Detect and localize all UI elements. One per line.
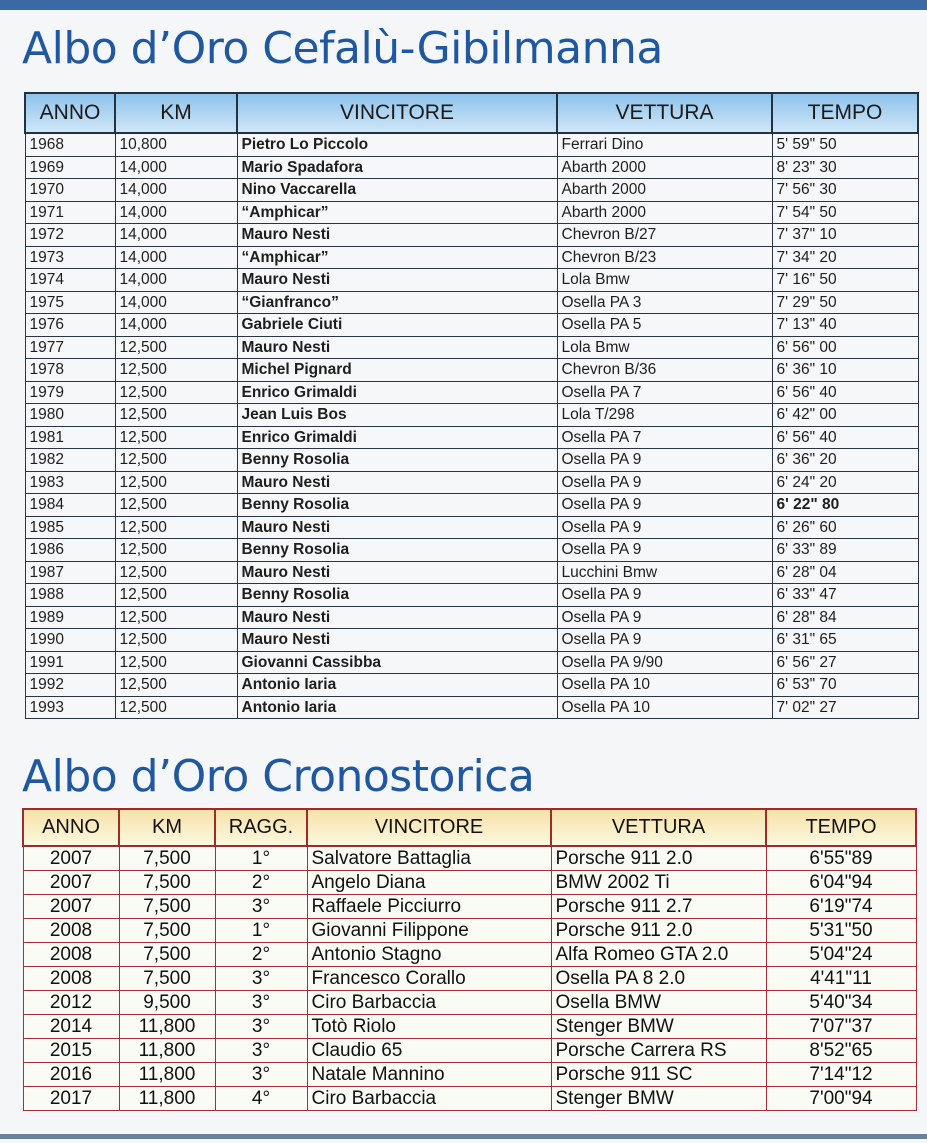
- cell-km: 14,000: [115, 156, 237, 179]
- cell-vettura: Osella PA 9: [557, 516, 772, 539]
- table-header: [25, 93, 918, 133]
- table-row: [25, 674, 918, 697]
- cell-tempo: 5'31"50: [766, 919, 916, 943]
- cell-tempo: 6' 24" 20: [772, 471, 918, 494]
- cell-km: 12,500: [115, 651, 237, 674]
- cell-anno: 1990: [25, 629, 115, 652]
- cell-vincitore: Giovanni Cassibba: [237, 651, 557, 674]
- cell-km: 12,500: [115, 674, 237, 697]
- top-accent-bar: [0, 0, 927, 10]
- cell-vincitore: Michel Pignard: [237, 359, 557, 382]
- cell-vettura: Lucchini Bmw: [557, 561, 772, 584]
- cell-km: 12,500: [115, 516, 237, 539]
- cell-vincitore: Antonio Iaria: [237, 674, 557, 697]
- cell-vincitore: Antonio Iaria: [237, 696, 557, 719]
- cell-vincitore: Angelo Diana: [307, 871, 551, 895]
- cell-anno: 2007: [23, 846, 119, 871]
- cell-vincitore: Mauro Nesti: [237, 516, 557, 539]
- table-row: [25, 404, 918, 427]
- cell-km: 11,800: [119, 1039, 215, 1063]
- cell-anno: 1969: [25, 156, 115, 179]
- table-row: [25, 269, 918, 292]
- cell-km: 14,000: [115, 314, 237, 337]
- cell-tempo: 6' 56" 40: [772, 381, 918, 404]
- cell-km: 11,800: [119, 1015, 215, 1039]
- table-row: [25, 179, 918, 202]
- table-row: [25, 336, 918, 359]
- cell-anno: 2008: [23, 919, 119, 943]
- cell-tempo: 7'00"94: [766, 1087, 916, 1111]
- cell-km: 12,500: [115, 359, 237, 382]
- cell-vincitore: Benny Rosolia: [237, 539, 557, 562]
- cell-km: 7,500: [119, 846, 215, 871]
- table-row: [25, 133, 918, 156]
- cell-vincitore: Mauro Nesti: [237, 269, 557, 292]
- table-row: [23, 1015, 916, 1039]
- cell-km: 11,800: [119, 1063, 215, 1087]
- cell-anno: 1984: [25, 494, 115, 517]
- cell-vettura: BMW 2002 Ti: [551, 871, 766, 895]
- cronostorica-table: [22, 808, 917, 1111]
- cell-tempo: 6' 36" 20: [772, 449, 918, 472]
- table-row: [25, 561, 918, 584]
- cell-vincitore: Giovanni Filippone: [307, 919, 551, 943]
- cell-km: 12,500: [115, 561, 237, 584]
- cell-km: 12,500: [115, 539, 237, 562]
- cell-anno: 1970: [25, 179, 115, 202]
- column-header-anno: ANNO: [25, 93, 115, 133]
- cell-km: 12,500: [115, 629, 237, 652]
- cell-vincitore: Mauro Nesti: [237, 224, 557, 247]
- cell-vettura: Porsche Carrera RS: [551, 1039, 766, 1063]
- cell-anno: 1975: [25, 291, 115, 314]
- table-body: [23, 846, 916, 1111]
- cell-tempo: 7' 02" 27: [772, 696, 918, 719]
- cell-ragg: 3°: [215, 1039, 307, 1063]
- table-row: [25, 471, 918, 494]
- cell-tempo: 7' 37" 10: [772, 224, 918, 247]
- cell-vettura: Lola Bmw: [557, 336, 772, 359]
- cell-vettura: Osella PA 9: [557, 584, 772, 607]
- cell-km: 12,500: [115, 584, 237, 607]
- table-row: [23, 871, 916, 895]
- table-row: [23, 943, 916, 967]
- cell-vettura: Osella PA 9: [557, 539, 772, 562]
- cell-vincitore: Francesco Corallo: [307, 967, 551, 991]
- cell-km: 12,500: [115, 404, 237, 427]
- cell-anno: 1983: [25, 471, 115, 494]
- cell-km: 7,500: [119, 871, 215, 895]
- cell-km: 12,500: [115, 426, 237, 449]
- cell-vincitore: Enrico Grimaldi: [237, 426, 557, 449]
- cell-vincitore: Benny Rosolia: [237, 449, 557, 472]
- cell-tempo: 6' 56" 27: [772, 651, 918, 674]
- column-header-vettura: VETTURA: [551, 809, 766, 846]
- column-header-vettura: VETTURA: [557, 93, 772, 133]
- cell-anno: 2015: [23, 1039, 119, 1063]
- cell-tempo: 5' 59" 50: [772, 133, 918, 156]
- column-header-km: KM: [119, 809, 215, 846]
- cell-tempo: 7' 16" 50: [772, 269, 918, 292]
- cell-vettura: Osella PA 8 2.0: [551, 967, 766, 991]
- cell-vettura: Osella BMW: [551, 991, 766, 1015]
- cell-anno: 1987: [25, 561, 115, 584]
- cell-tempo: 6' 22" 80: [772, 494, 918, 517]
- cell-km: 7,500: [119, 943, 215, 967]
- cell-ragg: 4°: [215, 1087, 307, 1111]
- cell-anno: 1993: [25, 696, 115, 719]
- cell-tempo: 6' 33" 47: [772, 584, 918, 607]
- cell-ragg: 3°: [215, 1015, 307, 1039]
- column-header-vincitore: VINCITORE: [237, 93, 557, 133]
- cell-vettura: Porsche 911 2.0: [551, 919, 766, 943]
- table-row: [23, 967, 916, 991]
- cell-tempo: 6' 31" 65: [772, 629, 918, 652]
- cell-km: 14,000: [115, 246, 237, 269]
- cell-tempo: 6' 42" 00: [772, 404, 918, 427]
- column-header-tempo: TEMPO: [772, 93, 918, 133]
- cell-anno: 1971: [25, 201, 115, 224]
- cell-vincitore: Benny Rosolia: [237, 494, 557, 517]
- column-header-anno: ANNO: [23, 809, 119, 846]
- cell-vettura: Porsche 911 SC: [551, 1063, 766, 1087]
- table-row: [25, 314, 918, 337]
- cell-anno: 2007: [23, 871, 119, 895]
- table-row: [23, 1063, 916, 1087]
- cell-tempo: 6' 56" 00: [772, 336, 918, 359]
- cell-km: 14,000: [115, 201, 237, 224]
- cell-vettura: Osella PA 10: [557, 674, 772, 697]
- cell-vincitore: “Amphicar”: [237, 246, 557, 269]
- cell-vincitore: Mauro Nesti: [237, 336, 557, 359]
- cell-ragg: 2°: [215, 871, 307, 895]
- cell-vettura: Osella PA 9/90: [557, 651, 772, 674]
- table-row: [25, 651, 918, 674]
- cell-tempo: 6' 56" 40: [772, 426, 918, 449]
- cell-anno: 1989: [25, 606, 115, 629]
- cell-ragg: 3°: [215, 1063, 307, 1087]
- cell-anno: 2012: [23, 991, 119, 1015]
- table-row: [25, 449, 918, 472]
- cell-vettura: Abarth 2000: [557, 156, 772, 179]
- table-body: [25, 133, 918, 719]
- table-row: [25, 696, 918, 719]
- cell-km: 7,500: [119, 919, 215, 943]
- table-row: [25, 224, 918, 247]
- page-title: Albo d’Oro Cefalù-Gibilmanna: [22, 23, 663, 74]
- cell-vettura: Chevron B/23: [557, 246, 772, 269]
- cell-vettura: Osella PA 9: [557, 629, 772, 652]
- cell-vincitore: “Amphicar”: [237, 201, 557, 224]
- cell-tempo: 7' 13" 40: [772, 314, 918, 337]
- cell-km: 14,000: [115, 224, 237, 247]
- cell-anno: 1976: [25, 314, 115, 337]
- cell-anno: 1980: [25, 404, 115, 427]
- table-row: [25, 584, 918, 607]
- cell-vincitore: Antonio Stagno: [307, 943, 551, 967]
- cell-vettura: Ferrari Dino: [557, 133, 772, 156]
- table-row: [25, 516, 918, 539]
- cell-anno: 1981: [25, 426, 115, 449]
- table-row: [23, 895, 916, 919]
- cell-anno: 1985: [25, 516, 115, 539]
- cell-km: 12,500: [115, 471, 237, 494]
- cell-tempo: 7' 34" 20: [772, 246, 918, 269]
- cell-km: 12,500: [115, 336, 237, 359]
- cell-anno: 1991: [25, 651, 115, 674]
- cell-vettura: Porsche 911 2.7: [551, 895, 766, 919]
- cell-km: 14,000: [115, 179, 237, 202]
- table-row: [25, 539, 918, 562]
- cell-vettura: Abarth 2000: [557, 179, 772, 202]
- cell-tempo: 6' 26" 60: [772, 516, 918, 539]
- cell-vincitore: Enrico Grimaldi: [237, 381, 557, 404]
- cell-vettura: Abarth 2000: [557, 201, 772, 224]
- cell-tempo: 6' 53" 70: [772, 674, 918, 697]
- cell-vincitore: Mario Spadafora: [237, 156, 557, 179]
- cell-vettura: Lola Bmw: [557, 269, 772, 292]
- bottom-accent-bar: [0, 1134, 927, 1139]
- cell-vincitore: Salvatore Battaglia: [307, 846, 551, 871]
- cell-tempo: 7'14"12: [766, 1063, 916, 1087]
- column-header-ragg: RAGG.: [215, 809, 307, 846]
- cell-tempo: 5'40"34: [766, 991, 916, 1015]
- table-row: [23, 919, 916, 943]
- cell-ragg: 1°: [215, 919, 307, 943]
- cell-km: 12,500: [115, 449, 237, 472]
- cell-vincitore: Jean Luis Bos: [237, 404, 557, 427]
- cell-vincitore: Ciro Barbaccia: [307, 1087, 551, 1111]
- cell-tempo: 6' 28" 84: [772, 606, 918, 629]
- column-header-tempo: TEMPO: [766, 809, 916, 846]
- table-header: [23, 809, 916, 846]
- cell-tempo: 6'19"74: [766, 895, 916, 919]
- cell-vettura: Osella PA 7: [557, 381, 772, 404]
- cell-vettura: Lola T/298: [557, 404, 772, 427]
- table-row: [25, 606, 918, 629]
- column-header-vincitore: VINCITORE: [307, 809, 551, 846]
- cell-tempo: 6'55"89: [766, 846, 916, 871]
- cell-vincitore: Benny Rosolia: [237, 584, 557, 607]
- cell-anno: 1978: [25, 359, 115, 382]
- cell-tempo: 8' 23" 30: [772, 156, 918, 179]
- table-row: [23, 991, 916, 1015]
- cell-vincitore: Claudio 65: [307, 1039, 551, 1063]
- table-row: [25, 426, 918, 449]
- cell-ragg: 3°: [215, 991, 307, 1015]
- cell-anno: 1973: [25, 246, 115, 269]
- cell-tempo: 4'41"11: [766, 967, 916, 991]
- cell-vettura: Chevron B/36: [557, 359, 772, 382]
- cell-anno: 1988: [25, 584, 115, 607]
- cell-vincitore: Mauro Nesti: [237, 471, 557, 494]
- cell-ragg: 3°: [215, 895, 307, 919]
- cell-anno: 1968: [25, 133, 115, 156]
- cell-vincitore: Mauro Nesti: [237, 629, 557, 652]
- cell-vincitore: Ciro Barbaccia: [307, 991, 551, 1015]
- cell-tempo: 6' 36" 10: [772, 359, 918, 382]
- cell-vincitore: Totò Riolo: [307, 1015, 551, 1039]
- cell-vincitore: Natale Mannino: [307, 1063, 551, 1087]
- cell-km: 12,500: [115, 381, 237, 404]
- cell-vettura: Osella PA 5: [557, 314, 772, 337]
- cell-anno: 1992: [25, 674, 115, 697]
- cell-km: 11,800: [119, 1087, 215, 1111]
- cell-vettura: Osella PA 9: [557, 471, 772, 494]
- cell-tempo: 7' 29" 50: [772, 291, 918, 314]
- cell-tempo: 6' 33" 89: [772, 539, 918, 562]
- column-header-km: KM: [115, 93, 237, 133]
- cell-vettura: Osella PA 3: [557, 291, 772, 314]
- table-row: [25, 629, 918, 652]
- cell-vettura: Chevron B/27: [557, 224, 772, 247]
- table-row: [25, 291, 918, 314]
- cell-vettura: Osella PA 10: [557, 696, 772, 719]
- cell-anno: 2017: [23, 1087, 119, 1111]
- cell-vettura: Stenger BMW: [551, 1087, 766, 1111]
- cell-anno: 2008: [23, 943, 119, 967]
- cell-tempo: 6' 28" 04: [772, 561, 918, 584]
- cell-vincitore: Pietro Lo Piccolo: [237, 133, 557, 156]
- cell-anno: 2007: [23, 895, 119, 919]
- cell-vettura: Stenger BMW: [551, 1015, 766, 1039]
- table-row: [25, 156, 918, 179]
- cell-tempo: 5'04"24: [766, 943, 916, 967]
- cell-vincitore: Gabriele Ciuti: [237, 314, 557, 337]
- cell-anno: 1977: [25, 336, 115, 359]
- table-row: [25, 494, 918, 517]
- cell-ragg: 1°: [215, 846, 307, 871]
- cell-km: 12,500: [115, 696, 237, 719]
- cell-tempo: 8'52"65: [766, 1039, 916, 1063]
- cell-km: 7,500: [119, 895, 215, 919]
- table-row: [25, 246, 918, 269]
- cell-vettura: Alfa Romeo GTA 2.0: [551, 943, 766, 967]
- cell-km: 7,500: [119, 967, 215, 991]
- cell-tempo: 7'07"37: [766, 1015, 916, 1039]
- table-row: [23, 1087, 916, 1111]
- table-row: [23, 846, 916, 871]
- cell-anno: 1972: [25, 224, 115, 247]
- cell-tempo: 6'04"94: [766, 871, 916, 895]
- cell-km: 12,500: [115, 494, 237, 517]
- cefalu-gibilmanna-table: [24, 92, 919, 719]
- cell-anno: 2014: [23, 1015, 119, 1039]
- cell-anno: 2016: [23, 1063, 119, 1087]
- cell-anno: 1974: [25, 269, 115, 292]
- cell-ragg: 2°: [215, 943, 307, 967]
- cell-km: 9,500: [119, 991, 215, 1015]
- cell-vincitore: Mauro Nesti: [237, 561, 557, 584]
- cell-ragg: 3°: [215, 967, 307, 991]
- table-row: [25, 359, 918, 382]
- section-title: Albo d’Oro Cronostorica: [22, 751, 535, 802]
- table-row: [23, 1039, 916, 1063]
- cell-km: 12,500: [115, 606, 237, 629]
- cell-km: 10,800: [115, 133, 237, 156]
- cell-anno: 2008: [23, 967, 119, 991]
- cell-anno: 1982: [25, 449, 115, 472]
- cell-anno: 1979: [25, 381, 115, 404]
- cell-vettura: Osella PA 9: [557, 606, 772, 629]
- table-row: [25, 381, 918, 404]
- cell-vettura: Osella PA 7: [557, 426, 772, 449]
- table-row: [25, 201, 918, 224]
- cell-km: 14,000: [115, 269, 237, 292]
- cell-km: 14,000: [115, 291, 237, 314]
- cell-vincitore: Mauro Nesti: [237, 606, 557, 629]
- cell-tempo: 7' 54" 50: [772, 201, 918, 224]
- cell-vincitore: Nino Vaccarella: [237, 179, 557, 202]
- cell-vettura: Osella PA 9: [557, 494, 772, 517]
- cell-vettura: Osella PA 9: [557, 449, 772, 472]
- cell-anno: 1986: [25, 539, 115, 562]
- cell-tempo: 7' 56" 30: [772, 179, 918, 202]
- cell-vettura: Porsche 911 2.0: [551, 846, 766, 871]
- cell-vincitore: “Gianfranco”: [237, 291, 557, 314]
- cell-vincitore: Raffaele Picciurro: [307, 895, 551, 919]
